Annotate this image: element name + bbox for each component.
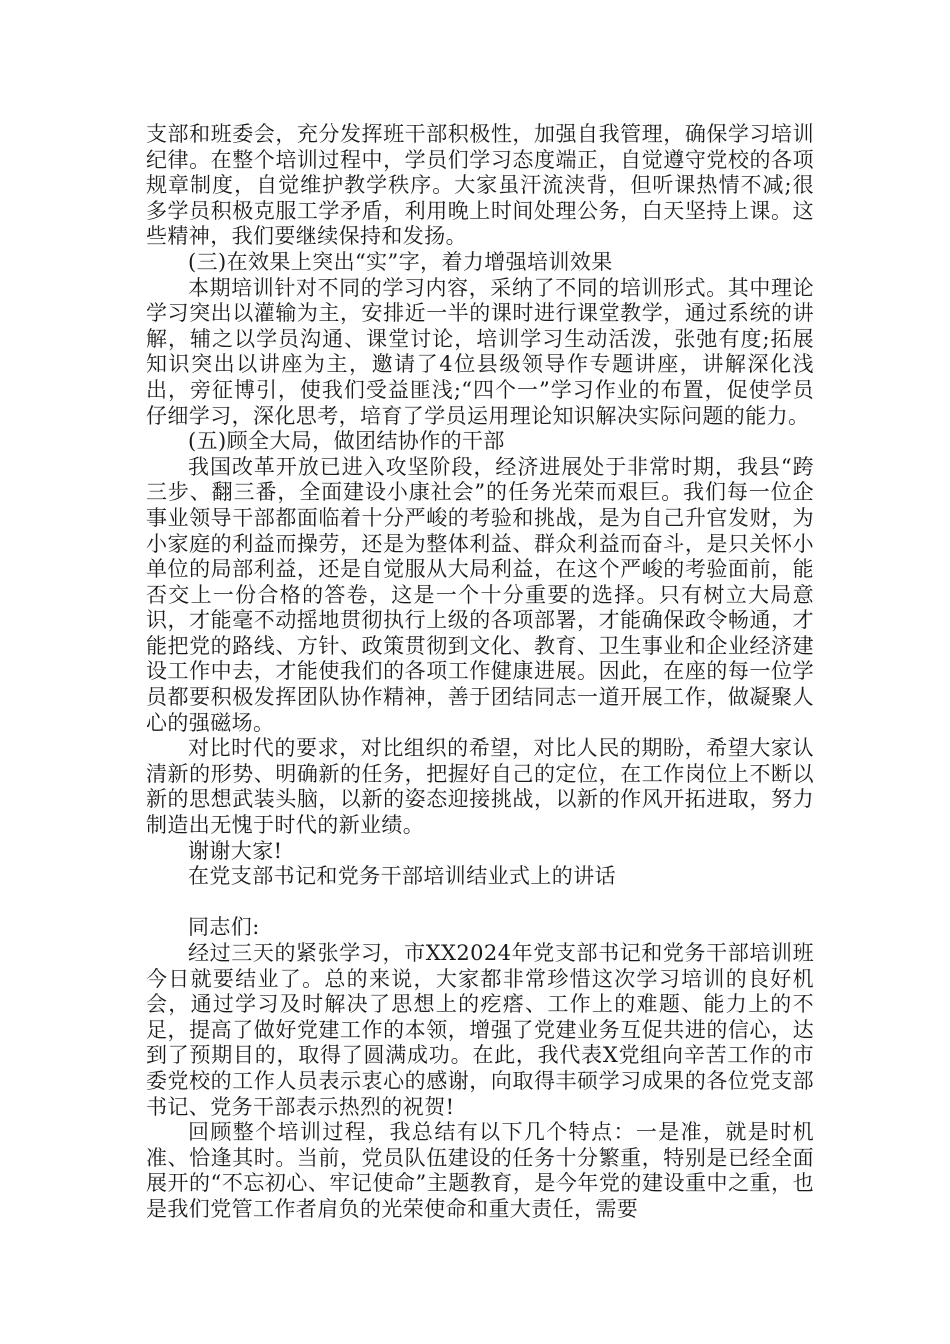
- speech-title: 在党支部书记和党务干部培训结业式上的讲话: [188, 864, 616, 889]
- section-heading-five: (五)顾全大局，做团结协作的干部: [188, 429, 505, 454]
- section-heading-three: (三)在效果上突出“实”字，着力增强培训效果: [188, 249, 613, 274]
- salutation: 同志们:: [188, 915, 260, 940]
- paragraph-opening: 经过三天的紧张学习，市XX2024年党支部书记和党务干部培训班今日就要结业了。总的来说，大家都非常珍惜这次学习培训的良好机会，通过学习及时解决了思想上的疙瘩、工作上的难题、能力上的不足，提高了做好党建工作的本领，增强了党建业务互促共进的信心，达到了预期目的，取得了圆满成功。在此，我代表X党组向辛苦工作的市委党校的工作人员表示衷心的感谢，向取得丰硕学习成果的各位党支部书记、党务干部表示热烈的祝贺!: [146, 941, 814, 1119]
- blank-spacer: [146, 890, 814, 916]
- document-body: [146, 122, 814, 1223]
- paragraph-expectations: 对比时代的要求，对比组织的希望，对比人民的期盼，希望大家认清新的形势、明确新的任务，把握好自己的定位，在工作岗位上不断以新的思想武装头脑，以新的姿态迎接挑战，以新的作风开拓进取，努力制造出无愧于时代的新业绩。: [146, 736, 814, 838]
- closing-thanks: 谢谢大家!: [188, 838, 283, 863]
- paragraph-training-forms: 本期培训针对不同的学习内容，采纳了不同的培训形式。其中理论学习突出以灌输为主，安排近一半的课时进行课堂教学，通过系统的讲解，辅之以学员沟通、课堂讨论，培训学习生动活泼，张弛有度;拓展知识突出以讲座为主，邀请了4位县级领导作专题讲座，讲解深化浅出，旁征博引，使我们受益匪浅;“四个一”学习作业的布置，促使学员仔细学习，深化思考，培育了学员运用理论知识解决实际问题的能力。: [146, 275, 814, 428]
- paragraph-overall-situation: 我国改革开放已进入攻坚阶段，经济进展处于非常时期，我县“跨三步、翻三番，全面建设小康社会”的任务光荣而艰巨。我们每一位企事业领导干部都面临着十分严峻的考验和挑战，是为自己升官发财，为小家庭的利益而操劳，还是为整体利益、群众利益而奋斗，是只关怀小单位的局部利益，还是自觉服从大局利益，在这个严峻的考验面前，能否交上一份合格的答卷，这是一个十分重要的选择。只有树立大局意识，才能毫不动摇地贯彻执行上级的各项部署，才能确保政令畅通，才能把党的路线、方针、政策贯彻到文化、教育、卫生事业和企业经济建设工作中去，才能使我们的各项工作健康进展。因此，在座的每一位学员都要积极发挥团队协作精神，善于团结同志一道开展工作，做凝聚人心的强磁场。: [146, 454, 814, 735]
- paragraph-review: 回顾整个培训过程，我总结有以下几个特点：一是准，就是时机准、恰逢其时。当前，党员队伍建设的任务十分繁重，特别是已经全面展开的“不忘初心、牢记使命”主题教育，是今年党的建设重中之重，也是我们党管工作者肩负的光荣使命和重大责任，需要: [146, 1120, 814, 1221]
- paragraph-continuation: 支部和班委会，充分发挥班干部积极性，加强自我管理，确保学习培训纪律。在整个培训过程中，学员们学习态度端正，自觉遵守党校的各项规章制度，自觉维护教学秩序。大家虽汗流浃背，但听课热情不减;很多学员积极克服工学矛盾，利用晚上时间处理公务，白天坚持上课。这些精神，我们要继续保持和发扬。: [146, 122, 814, 249]
